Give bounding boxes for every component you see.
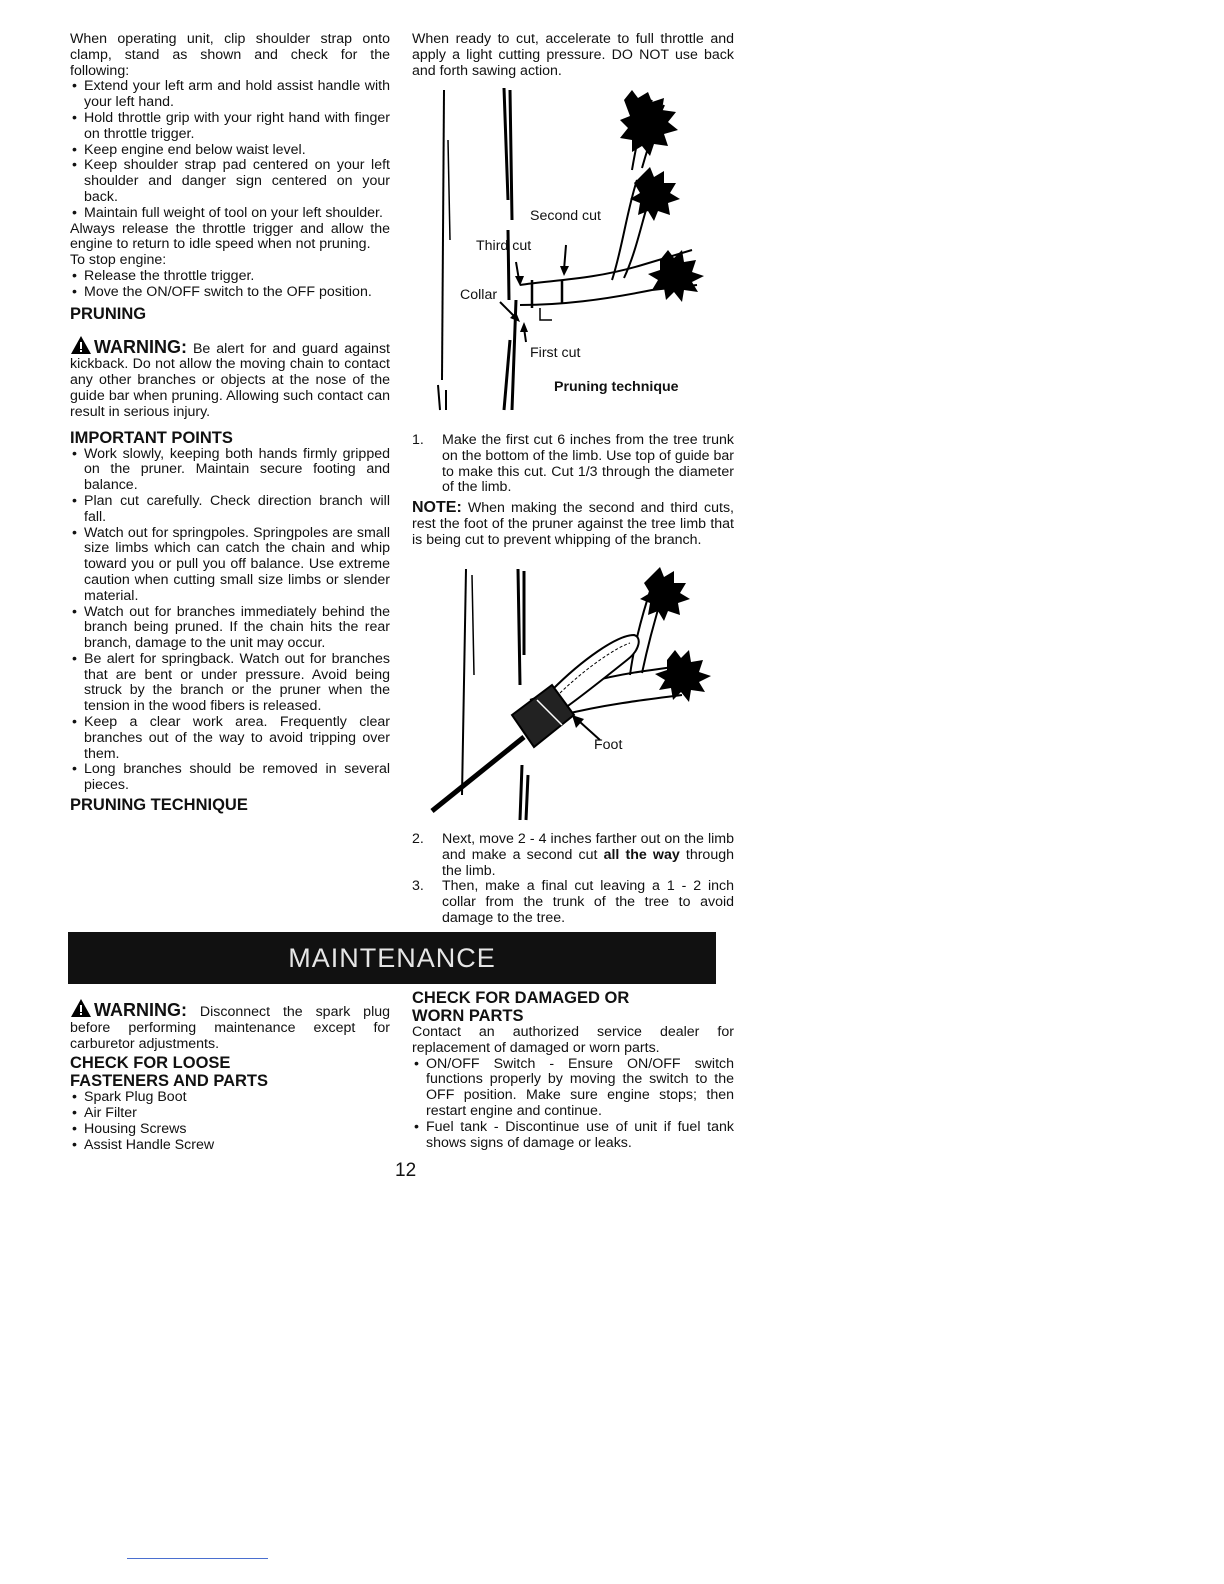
first-cut-label: First cut [530, 345, 581, 361]
list-item: • Watch out for branches immediately behind the branch being pruned. If the chain hits the rear branch, damage to the unit may occur. [70, 605, 390, 652]
stop-engine-label: To stop engine: [70, 252, 167, 269]
operating-checks-list [70, 79, 390, 221]
note-paragraph [412, 500, 734, 548]
third-cut-label: Third cut [476, 238, 532, 254]
pruning-technique-heading: PRUNING TECHNIQUE [70, 796, 248, 815]
step-text-bold: all the way [603, 846, 680, 863]
list-item: • Assist Handle Screw [70, 1138, 390, 1154]
list-item: • Spark Plug Boot [70, 1090, 390, 1106]
list-item [412, 879, 734, 926]
step-text: Then, make a final cut leaving a 1 - 2 inch collar from the trunk of the tree to avoid damage to the tree. [442, 878, 734, 926]
list-item: • Fuel tank - Discontinue use of unit if fuel tank shows signs of damage or leaks. [412, 1120, 734, 1152]
steps-list-2 [412, 832, 734, 927]
loose-fasteners-heading [70, 1054, 390, 1090]
foot-label: Foot [594, 737, 623, 753]
maintenance-left-column [70, 998, 390, 1154]
figure-caption: Pruning technique [554, 379, 679, 395]
list-item: • Release the throttle trigger. [70, 269, 390, 285]
list-item [412, 433, 734, 496]
maintenance-right-column [412, 989, 734, 1151]
note-word: NOTE: [412, 499, 462, 517]
list-item: • Keep a clear work area. Frequently clear branches out of the way to avoid tripping over them. [70, 715, 390, 762]
important-points-list [70, 447, 390, 795]
step-text: Make the first cut 6 inches from the tree trunk on the bottom of the limb. Use top of guide bar to make this cut. Cut 1/3 through the diameter of the limb. [442, 432, 734, 496]
stop-engine-list [70, 269, 390, 301]
warning-word: WARNING: [94, 336, 187, 357]
damaged-intro: Contact an authorized service dealer for replacement of damaged or worn parts. [412, 1024, 734, 1056]
right-column-steps-top [412, 433, 734, 549]
heading-line: WORN PARTS [412, 1007, 524, 1025]
list-item: • Air Filter [70, 1106, 390, 1122]
warning-triangle-icon [70, 335, 92, 355]
tree-cuts-illustration [412, 80, 734, 415]
pruner-foot-figure [412, 565, 734, 827]
list-item: • Long branches should be removed in several pieces. [70, 762, 390, 794]
operating-intro: When operating unit, clip shoulder strap onto clamp, stand as shown and check for the following: [70, 31, 390, 79]
footer-rule [127, 1558, 268, 1559]
pruner-on-limb-illustration [412, 565, 734, 827]
step-text: through the limb. [442, 846, 734, 879]
warning-word: WARNING: [94, 1000, 187, 1020]
warning-triangle-icon [70, 998, 92, 1018]
warning-text: Disconnect the spark plug before performing maintenance except for carburetor adjustments. [70, 1004, 391, 1052]
step-number: 3. [412, 878, 424, 895]
list-item: • Be alert for springback. Watch out for branches that are bent or under pressure. Avoid being struck by the branch or the pruner when the tension in the wood fibers is released. [70, 652, 390, 715]
collar-label: Collar [460, 287, 498, 303]
maintenance-warning [70, 998, 390, 1052]
list-item: • Hold throttle grip with your right hand with finger on throttle trigger. [70, 111, 390, 143]
loose-items-list [70, 1090, 390, 1153]
release-note: Always release the throttle trigger and allow the engine to return to idle speed when not pruning. [70, 220, 390, 253]
step-number: 1. [412, 432, 424, 448]
list-item: • Extend your left arm and hold assist handle with your left hand. [70, 79, 390, 111]
warning-text: Be alert for and guard against kickback. Do not allow the moving chain to contact any other branches or objects at the nose of the guide bar when pruning. Allowing such contact can result in serious injury. [70, 340, 390, 420]
list-item: • Housing Screws [70, 1122, 390, 1138]
list-item: • Move the ON/OFF switch to the OFF position. [70, 285, 390, 301]
list-item: • Watch out for springpoles. Springpoles are small size limbs which can catch the chain and whip toward you or pull you off balance. Use extreme caution when cutting small size limbs or slender material. [70, 526, 390, 605]
damaged-parts-heading [412, 989, 734, 1025]
pruning-warning [70, 335, 390, 421]
right-column-steps-bottom [412, 832, 734, 927]
pruning-heading: PRUNING [70, 304, 147, 323]
heading-line: CHECK FOR DAMAGED OR [412, 989, 630, 1007]
page-number: 12 [395, 1160, 417, 1181]
left-column [70, 32, 390, 814]
step-text: Next, move 2 - 4 inches farther out on the limb and make a second cut [442, 831, 734, 863]
heading-line: FASTENERS AND PARTS [70, 1072, 269, 1091]
right-column-intro [412, 32, 734, 79]
list-item: • Work slowly, keeping both hands firmly gripped on the pruner. Maintain secure footing and balance. [70, 447, 390, 494]
pruning-technique-figure [412, 80, 734, 415]
second-cut-label: Second cut [530, 208, 601, 224]
list-item: • Plan cut carefully. Check direction branch will fall. [70, 494, 390, 526]
list-item [412, 832, 734, 879]
list-item: • Keep shoulder strap pad centered on your left shoulder and danger sign centered on your back. [70, 158, 390, 205]
heading-line: CHECK FOR LOOSE [70, 1054, 231, 1073]
maintenance-banner: MAINTENANCE [68, 932, 716, 984]
step-number: 2. [412, 831, 424, 847]
cut-intro: When ready to cut, accelerate to full throttle and apply a light cutting pressure. DO NOT use back and forth sawing action. [412, 31, 734, 79]
list-item: • ON/OFF Switch - Ensure ON/OFF switch functions properly by moving the switch to the OFF position. Make sure engine stops; then restart engine and continue. [412, 1057, 734, 1120]
damaged-items-list [412, 1057, 734, 1152]
important-points-heading: IMPORTANT POINTS [70, 428, 233, 447]
steps-list-1 [412, 433, 734, 496]
list-item: • Keep engine end below waist level. [70, 143, 390, 159]
list-item: • Maintain full weight of tool on your left shoulder. [70, 206, 390, 222]
note-text: When making the second and third cuts, rest the foot of the pruner against the tree limb that is being cut to prevent whipping of the branch. [412, 500, 734, 548]
